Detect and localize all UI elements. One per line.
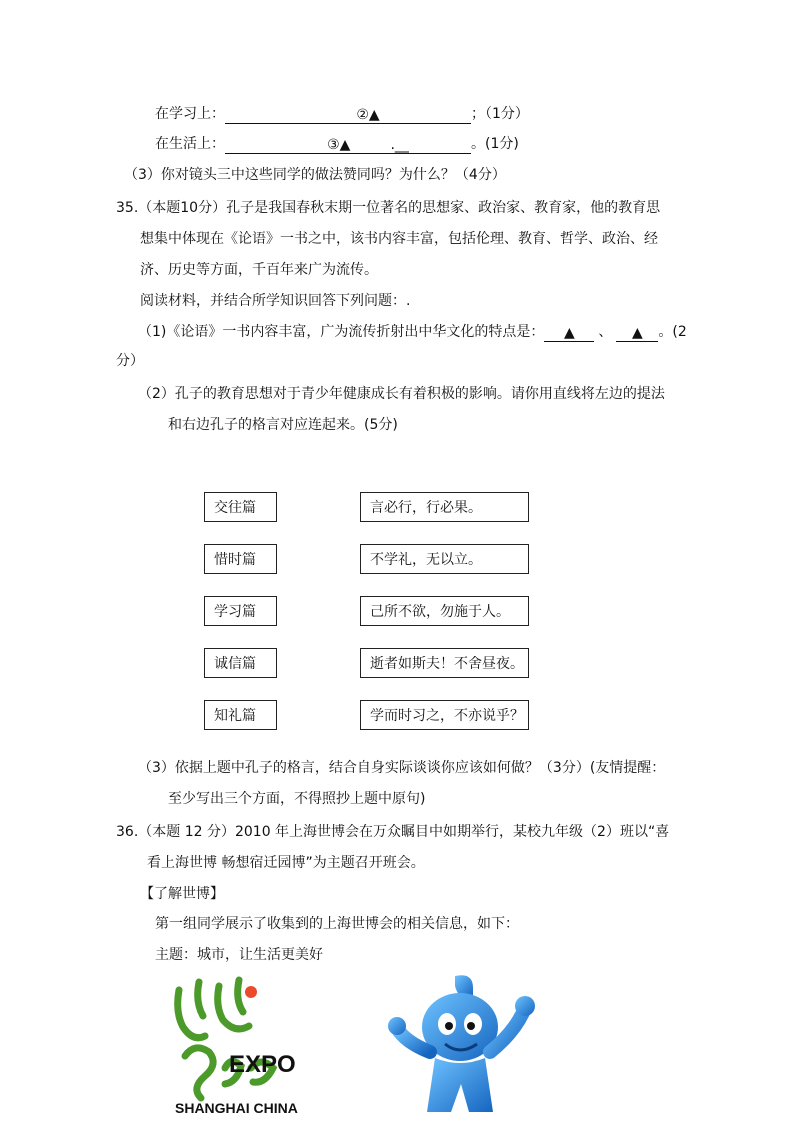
right-item-3[interactable]: 己所不欲，勿施于人。	[360, 596, 529, 626]
haibao-mascot-image	[385, 972, 540, 1117]
q35-part3-1: （3）依据上题中孔子的格言，结合自身实际谈谈你应该如何做？（3分）(友情提醒：	[138, 760, 666, 776]
expo-logo	[165, 972, 315, 1117]
expo-wordmark: EXPO	[229, 1051, 296, 1078]
q36-section-title: 【了解世博】	[140, 886, 224, 902]
study-line: 在学习上： ②▲ ；（1分）	[155, 106, 529, 123]
right-item-4[interactable]: 逝者如斯夫！不舍昼夜。	[360, 648, 529, 678]
left-item-xishi[interactable]: 惜时篇	[204, 544, 277, 574]
left-item-xuexi[interactable]: 学习篇	[204, 596, 277, 626]
mascot-graphic	[385, 972, 540, 1117]
q36-theme-line: 主题：城市，让生活更美好	[155, 947, 323, 963]
q35-part1-cont: 分）	[116, 353, 144, 369]
q35-part1: （1)《论语》一书内容丰富，广为流传折射出中华文化的特点是： ▲ 、 ▲ 。(2	[138, 324, 687, 341]
q35-part2-2: 和右边孔子的格言对应连起来。(5分)	[168, 417, 398, 433]
q35-intro-1: 35.（本题10分）孔子是我国春秋末期一位著名的思想家、政治家、教育家，他的教育思	[116, 200, 661, 216]
q35-part2-1: （2）孔子的教育思想对于青少年健康成长有着积极的影响。请你用直线将左边的提法	[138, 386, 665, 402]
life-blank[interactable]: ③▲ .__	[225, 135, 471, 154]
q35-part3-2: 至少写出三个方面，不得照抄上题中原句)	[168, 791, 426, 807]
expo-logo-graphic	[165, 972, 315, 1117]
q35-instruction: 阅读材料，并结合所学知识回答下列问题：.	[140, 293, 411, 309]
study-blank[interactable]: ②▲	[225, 105, 471, 124]
left-item-chengxin[interactable]: 诚信篇	[204, 648, 277, 678]
q35-intro-3: 济、历史等方面，千百年来广为流传。	[140, 262, 378, 278]
right-item-2[interactable]: 不学礼，无以立。	[360, 544, 529, 574]
part1-blank-2[interactable]: ▲	[616, 323, 658, 342]
part1-blank-1[interactable]: ▲	[544, 323, 594, 342]
shanghai-china-wordmark: SHANGHAI CHINA	[175, 1100, 298, 1116]
q34-part3: （3）你对镜头三中这些同学的做法赞同吗？为什么？（4分）	[124, 167, 506, 183]
right-item-1[interactable]: 言必行，行必果。	[360, 492, 529, 522]
left-item-zhili[interactable]: 知礼篇	[204, 700, 277, 730]
right-item-5[interactable]: 学而时习之，不亦说乎？	[360, 700, 529, 730]
q35-intro-2: 想集中体现在《论语》一书之中，该书内容丰富，包括伦理、教育、哲学、政治、经	[140, 231, 658, 247]
q36-group-line: 第一组同学展示了收集到的上海世博会的相关信息，如下：	[155, 916, 519, 932]
q36-intro-1: 36.（本题 12 分）2010 年上海世博会在万众瞩目中如期举行，某校九年级（2）班以“喜	[116, 824, 670, 840]
left-item-jiaowang[interactable]: 交往篇	[204, 492, 277, 522]
life-line: 在生活上： ③▲ .__ 。(1分)	[155, 136, 519, 153]
q36-intro-2: 看上海世博 畅想宿迁园博”为主题召开班会。	[147, 855, 425, 871]
